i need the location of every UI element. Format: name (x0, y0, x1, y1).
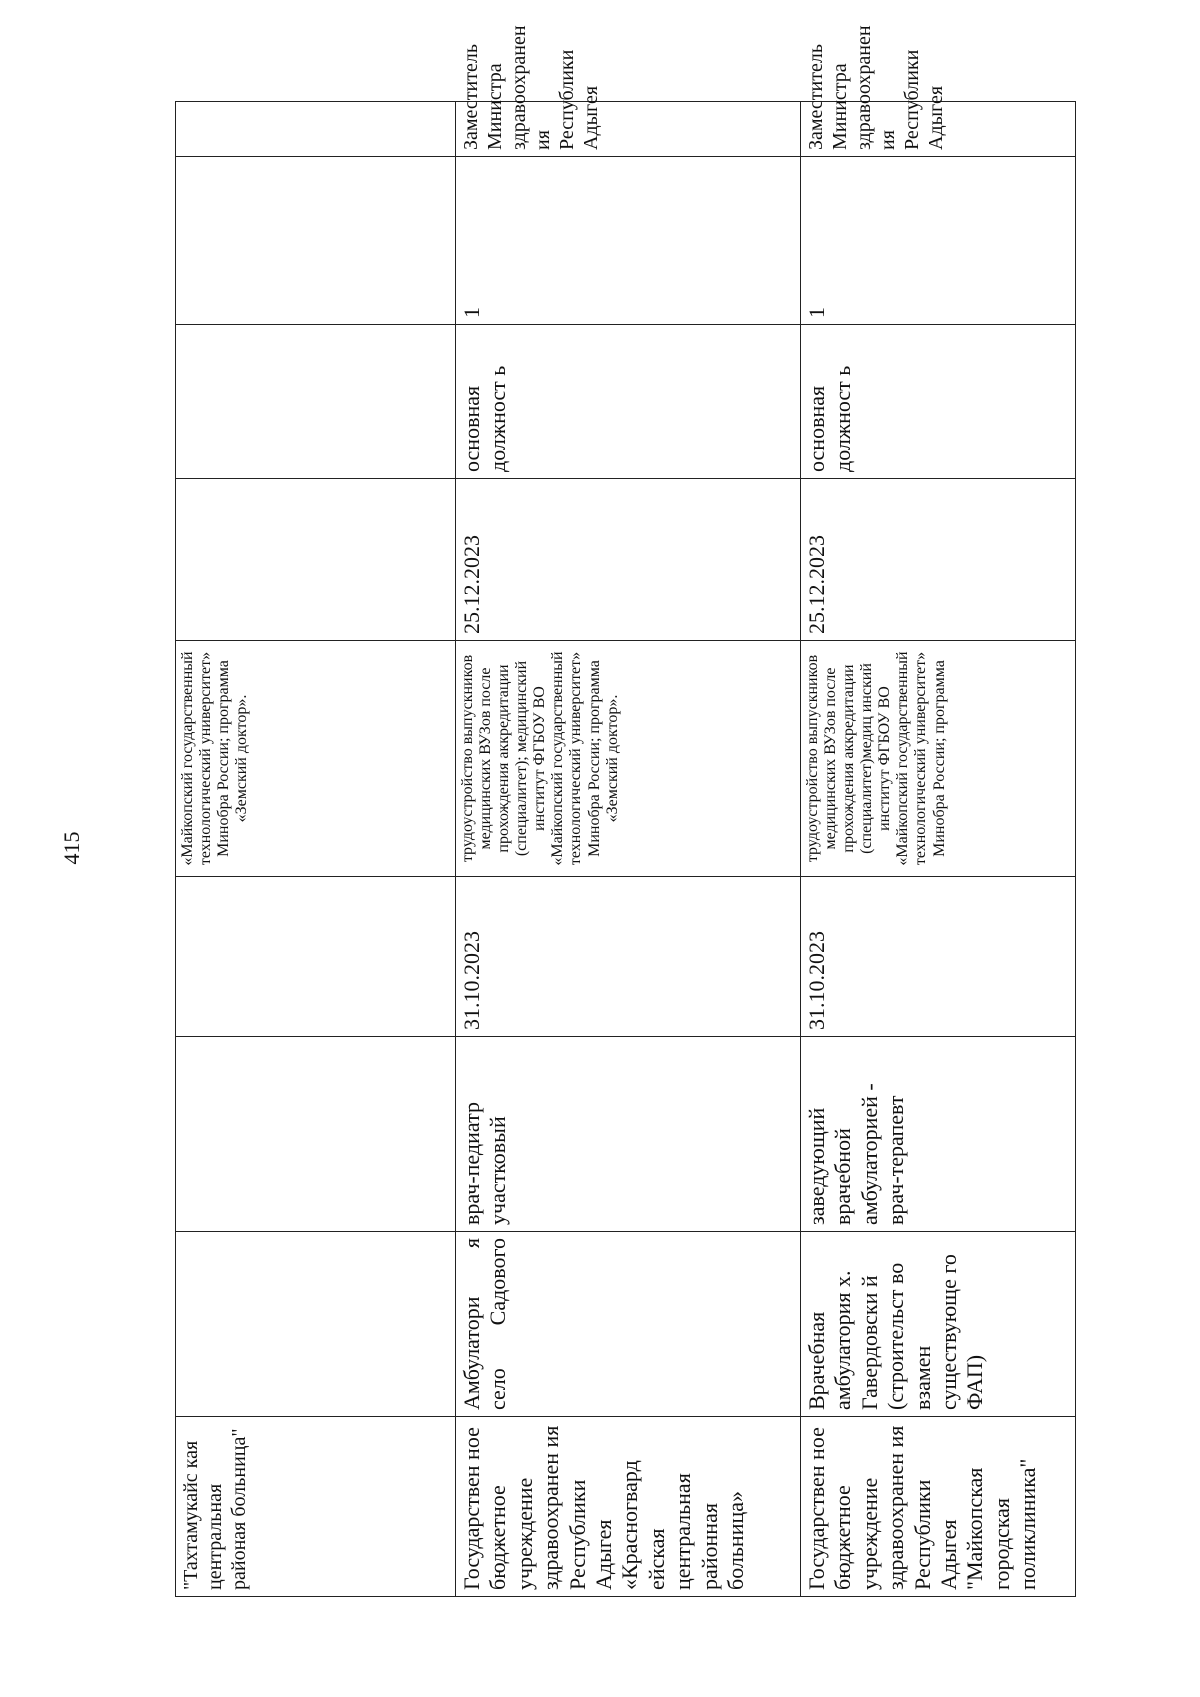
responsible-cell: Заместитель Министра здравоохранен ия Республики Адыгея (456, 102, 801, 157)
unit-cell: Амбулатори я село Садового (456, 1232, 801, 1417)
table-row (801, 102, 1076, 1597)
type-cell (176, 325, 456, 479)
basis-cell: трудоустройство выпускников медицинских ВУЗов после прохождения аккредитации (специалитет)медиц инский институт ФГБОУ ВО «Майкопский государственный технологический университет» Минобра России; программа (801, 641, 1076, 877)
date-cell (176, 877, 456, 1037)
unit-cell: Врачебная амбулатория х. Гавердовски й (строительст во взамен существующе го ФАП) (801, 1232, 1076, 1417)
position-cell (176, 1037, 456, 1232)
basis-cell: трудоустройство выпускников медицинских ВУЗов после прохождения аккредитации (специалитет); медицинский институт ФГБОУ ВО «Майкопский государственный технологический университет» Минобра России; программа «Земский доктор». (456, 641, 801, 877)
position-cell: заведующий врачебной амбулаторией - врач-терапевт (801, 1037, 1076, 1232)
date-cell: 25.12.2023 (801, 479, 1076, 641)
responsible-cell (176, 102, 456, 157)
count-cell: 1 (801, 157, 1076, 325)
org-cell: Государствен ное бюджетное учреждение здравоохранен ия Республики Адыгея «Красногвард ейская центральная районная больница» (456, 1417, 801, 1597)
responsible-cell: Заместитель Министра здравоохранен ия Республики Адыгея (801, 102, 1076, 157)
rotated-table-wrapper (175, 25, 1075, 1597)
positions-table (175, 25, 1076, 1597)
table-row (456, 102, 801, 1597)
date-cell: 31.10.2023 (801, 877, 1076, 1037)
date-cell: 25.12.2023 (456, 479, 801, 641)
date-cell: 31.10.2023 (456, 877, 801, 1037)
date-cell (176, 479, 456, 641)
org-cell: Государствен ное бюджетное учреждение здравоохранен ия Республики Адыгея "Майкопская городская поликлиника" (801, 1417, 1076, 1597)
unit-cell (176, 1232, 456, 1417)
position-cell: врач-педиатр участковый (456, 1037, 801, 1232)
page-number: 415 (59, 831, 84, 865)
org-cell: "Тахтамукайс кая центральная районая больница" (176, 1417, 456, 1597)
count-cell (176, 157, 456, 325)
table-row (176, 102, 456, 1597)
type-cell: основная должност ь (456, 325, 801, 479)
basis-cell: «Майкопский государственный технологический университет» Минобра России; программа «Земский доктор». (176, 641, 456, 877)
count-cell: 1 (456, 157, 801, 325)
type-cell: основная должност ь (801, 325, 1076, 479)
